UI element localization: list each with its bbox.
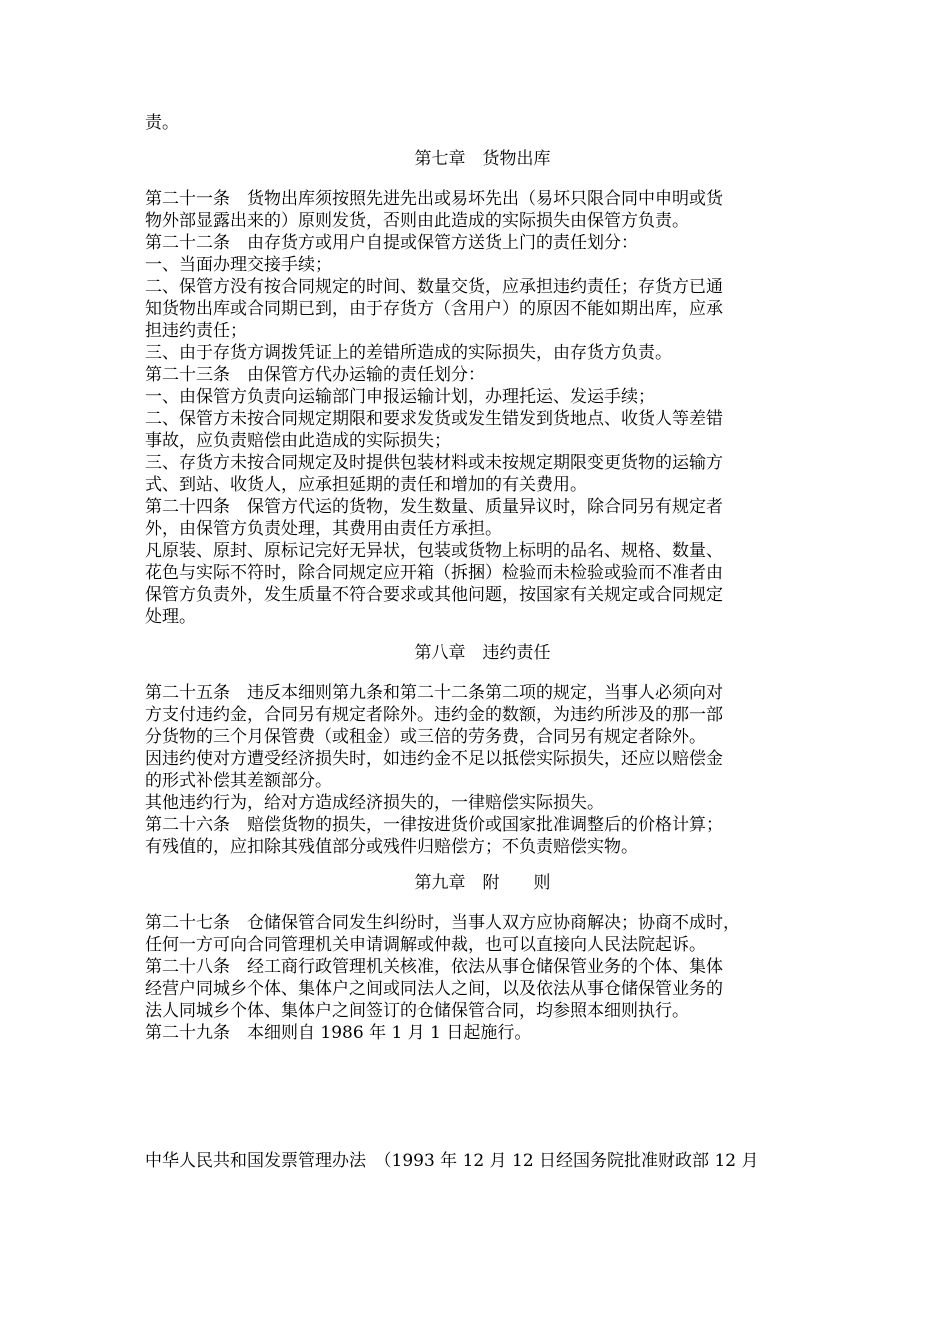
chapter-7-line: 二、保管方未按合同规定期限和要求发货或发生错发到货地点、收货人等差错: [145, 409, 723, 429]
chapter-8-line: 因违约使对方遭受经济损失时，如违约金不足以抵偿实际损失，还应以赔偿金: [145, 749, 723, 769]
chapter-7-line: 担违约责任；: [145, 321, 247, 341]
chapter-8-body: [145, 682, 820, 858]
chapter-7-line: 二、保管方没有按合同规定的时间、数量交货，应承担违约责任；存货方已通: [145, 277, 723, 297]
next-document-title: 中华人民共和国发票管理办法 （1993 年 12 月 12 日经国务院批准财政部 12 月: [145, 1151, 759, 1171]
chapter-7-line: 外，由保管方负责处理，其费用由责任方承担。: [145, 519, 502, 539]
chapter-7-line: 事故，应负责赔偿由此造成的实际损失；: [145, 431, 451, 451]
chapter-7-line: 第二十一条 货物出库须按照先进先出或易坏先出（易坏只限合同中申明或货: [145, 189, 723, 209]
chapter-7-line: 式、到站、收货人，应承担延期的责任和增加的有关费用。: [145, 475, 587, 495]
chapter-7-line: 处理。: [145, 607, 196, 627]
chapter-9-line: 第二十七条 仓储保管合同发生纠纷时，当事人双方应协商解决；协商不成时，: [145, 913, 740, 933]
chapter-7-line: 第二十四条 保管方代运的货物，发生数量、质量异议时，除合同另有规定者: [145, 497, 723, 517]
chapter-9-heading: 第九章 附 则: [414, 873, 551, 893]
chapter-8-line: 其他违约行为，给对方造成经济损失的，一律赔偿实际损失。: [145, 793, 604, 813]
chapter-7-line: 一、当面办理交接手续；: [145, 255, 332, 275]
chapter-8-line: 第二十六条 赔偿货物的损失，一律按进货价或国家批准调整后的价格计算；: [145, 815, 723, 835]
chapter-7-line: 知货物出库或合同期已到，由于存货方（含用户）的原因不能如期出库，应承: [145, 299, 723, 319]
chapter-9-line: 第二十八条 经工商行政管理机关核准，依法从事仓储保管业务的个体、集体: [145, 957, 723, 977]
chapter-7-line: 第二十三条 由保管方代办运输的责任划分：: [145, 365, 485, 385]
chapter-9-line: 法人同城乡个体、集体户之间签订的仓储保管合同，均参照本细则执行。: [145, 1001, 689, 1021]
chapter-7-line: 物外部显露出来的）原则发货，否则由此造成的实际损失由保管方负责。: [145, 211, 689, 231]
chapter-7-line: 保管方负责外，发生质量不符合要求或其他问题，按国家有关规定或合同规定: [145, 585, 723, 605]
chapter-8-line: 有残值的，应扣除其残值部分或残件归赔偿方；不负责赔偿实物。: [145, 837, 638, 857]
chapter-7-line: 凡原装、原封、原标记完好无异状，包装或货物上标明的品名、规格、数量、: [145, 541, 723, 561]
chapter-9-line: 经营户同城乡个体、集体户之间或同法人之间，以及依法从事仓储保管业务的: [145, 979, 723, 999]
chapter-9-line: 任何一方可向合同管理机关申请调解或仲裁，也可以直接向人民法院起诉。: [145, 935, 706, 955]
chapter-8-line: 分货物的三个月保管费（或租金）或三倍的劳务费，合同另有规定者除外。: [145, 727, 706, 747]
chapter-9-line: 第二十九条 本细则自 1986 年 1 月 1 日起施行。: [145, 1023, 532, 1043]
chapter-9-body: [145, 912, 820, 1044]
chapter-7-line: 三、存货方未按合同规定及时提供包装材料或未按规定期限变更货物的运输方: [145, 453, 723, 473]
chapter-7-body: [145, 188, 820, 628]
chapter-7-line: 三、由于存货方调拨凭证上的差错所造成的实际损失，由存货方负责。: [145, 343, 672, 363]
chapter-8-line: 第二十五条 违反本细则第九条和第二十二条第二项的规定，当事人必须向对: [145, 683, 723, 703]
opening-fragment: 责。: [145, 113, 179, 133]
chapter-8-line: 方支付违约金，合同另有规定者除外。违约金的数额，为违约所涉及的那一部: [145, 705, 723, 725]
chapter-8-heading: 第八章 违约责任: [414, 643, 551, 663]
document-page: [145, 112, 820, 1172]
chapter-7-line: 第二十二条 由存货方或用户自提或保管方送货上门的责任划分：: [145, 233, 638, 253]
chapter-7-heading: 第七章 货物出库: [414, 149, 551, 169]
chapter-8-line: 的形式补偿其差额部分。: [145, 771, 332, 791]
chapter-7-line: 花色与实际不符时，除合同规定应开箱（拆捆）检验而未检验或验而不准者由: [145, 563, 723, 583]
chapter-7-line: 一、由保管方负责向运输部门申报运输计划，办理托运、发运手续；: [145, 387, 655, 407]
